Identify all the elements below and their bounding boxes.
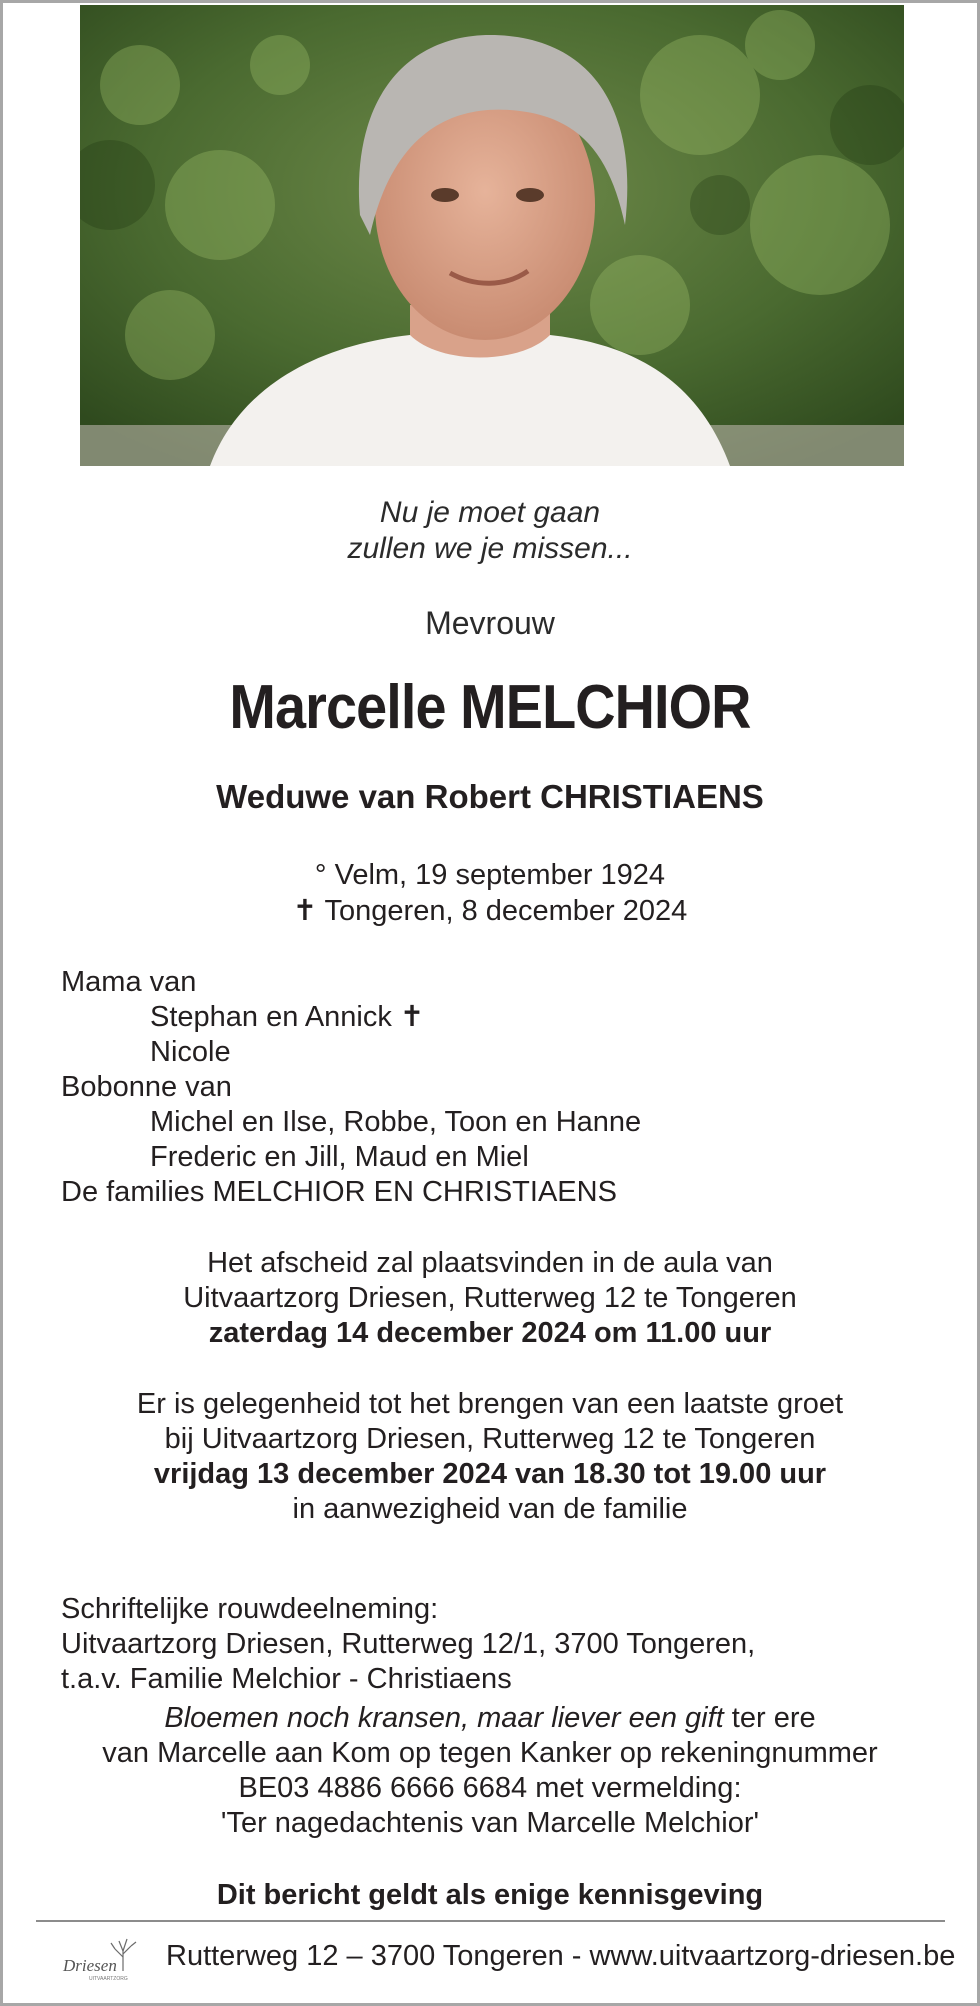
birth-date: ° Velm, 19 september 1924 [314,859,666,891]
condolence-line-2: Uitvaartzorg Driesen, Rutterweg 12/1, 3700 Tongeren, [61,1628,756,1660]
footer-divider [36,1920,945,1922]
portrait-photo-icon [80,5,904,466]
farewell-line-1: Het afscheid zal plaatsvinden in de aula van [207,1247,773,1279]
farewell-info [3,1246,977,1351]
svg-text:Driesen: Driesen [63,1956,117,1975]
families-line: De families MELCHIOR EN CHRISTIAENS [61,1176,617,1208]
life-dates [3,857,977,929]
footer-address: Rutterweg 12 – 3700 Tongeren - www.uitvaartzorg-driesen.be [166,1940,956,1972]
flowers-line-2: van Marcelle aan Kom op tegen Kanker op rekeningnummer [102,1737,878,1769]
flowers-italic: Bloemen noch kransen, maar liever een gift [164,1702,724,1734]
condolence-line-3: t.a.v. Familie Melchior - Christiaens [61,1663,512,1695]
svg-text:UITVAARTZORG: UITVAARTZORG [89,1976,128,1982]
notice-statement: Dit bericht geldt als enige kennisgeving [216,1879,764,1911]
death-date: ✝ Tongeren, 8 december 2024 [292,895,688,927]
flowers-line-1 [3,1701,977,1736]
grandchild-item: Michel en Ilse, Robbe, Toon en Hanne [150,1106,642,1138]
grandchild-item: Frederic en Jill, Maud en Miel [150,1141,529,1173]
greeting-line-4: in aanwezigheid van de familie [292,1493,688,1525]
condolence-line-1: Schriftelijke rouwdeelneming: [61,1593,439,1625]
widow-of: Weduwe van Robert CHRISTIAENS [216,778,764,815]
flowers-donation-note [3,1701,977,1841]
bobonne-label: Bobonne van [61,1071,232,1103]
last-greeting-info [3,1387,977,1527]
tree-logo-icon [61,1927,145,1987]
greeting-line-1: Er is gelegenheid tot het brengen van een laatste groet [136,1388,844,1420]
mama-label: Mama van [61,966,197,998]
salutation: Mevrouw [425,605,555,641]
motto-line-2: zullen we je missen... [347,532,633,565]
farewell-line-2: Uitvaartzorg Driesen, Rutterweg 12 te Tongeren [183,1282,797,1314]
portrait-photo [80,5,904,466]
motto-line-1: Nu je moet gaan [379,496,601,529]
greeting-line-2: bij Uitvaartzorg Driesen, Rutterweg 12 te Tongeren [164,1423,816,1455]
deceased-name: Marcelle MELCHIOR [229,673,751,742]
funeral-home-logo [61,1927,145,1987]
motto [3,495,977,567]
account-number: BE03 4886 6666 6684 met vermelding: [238,1772,742,1804]
farewell-datetime: zaterdag 14 december 2024 om 11.00 uur [208,1317,772,1349]
child-item: Nicole [150,1036,231,1068]
child-item: Stephan en Annick ✝ [150,1001,425,1033]
greeting-datetime: vrijdag 13 december 2024 van 18.30 tot 19.00 uur [153,1458,827,1490]
relatives-list [61,965,641,1210]
flowers-rest: ter ere [723,1702,816,1734]
flowers-line-4: 'Ter nagedachtenis van Marcelle Melchior' [220,1807,760,1839]
condolence-address [61,1592,755,1697]
